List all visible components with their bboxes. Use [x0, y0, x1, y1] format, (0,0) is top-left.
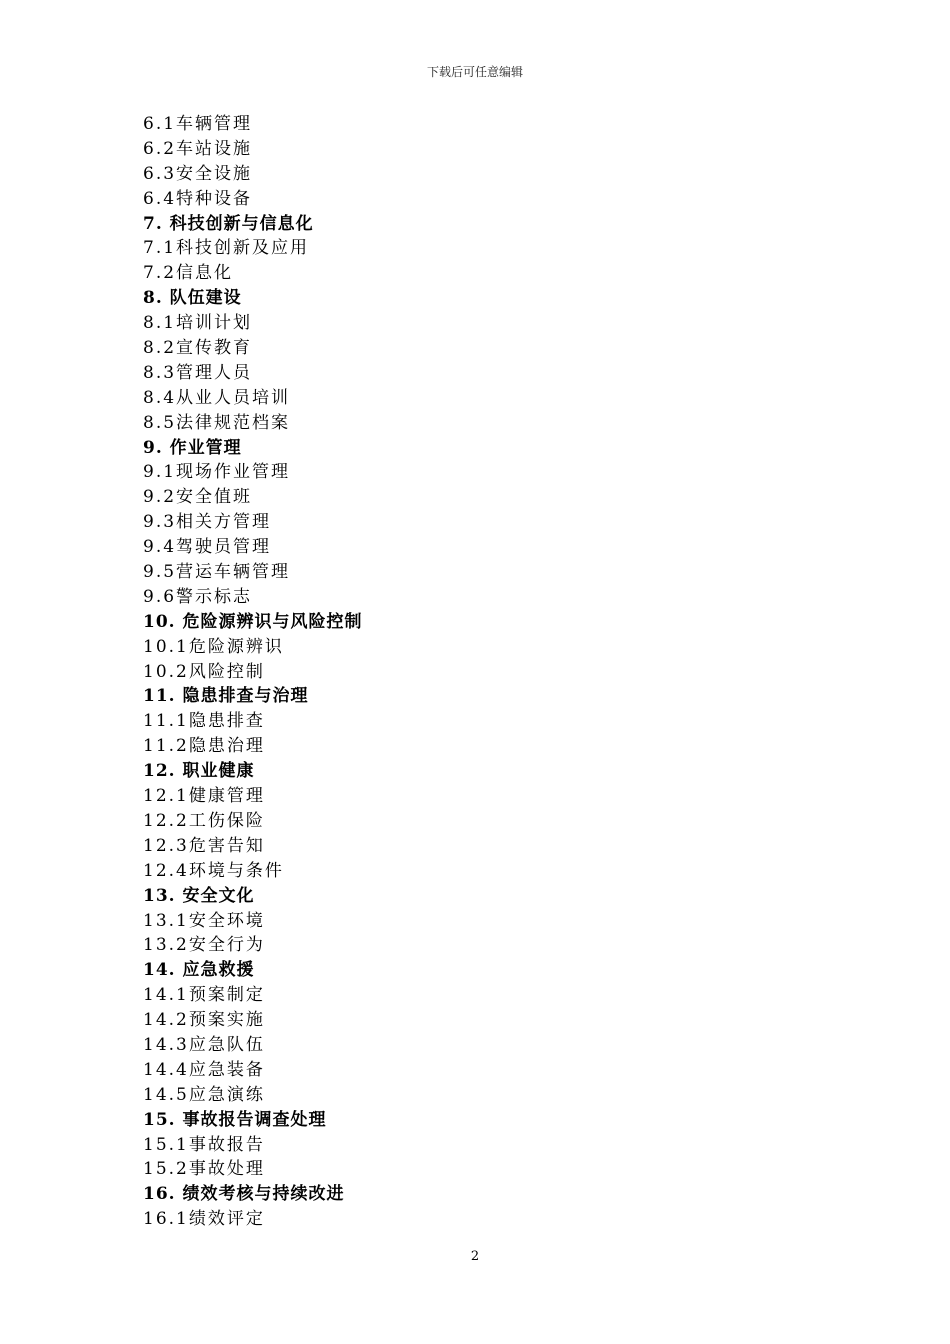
- toc-section-heading: 16. 绩效考核与持续改进: [143, 1184, 345, 1205]
- toc-subsection-item: 14.1预案制定: [143, 985, 265, 1006]
- toc-subsection-item: 9.2安全值班: [143, 487, 253, 508]
- toc-subsection-item: 15.2事故处理: [143, 1159, 265, 1180]
- toc-subsection-item: 8.4从业人员培训: [143, 387, 291, 408]
- toc-section-heading: 15. 事故报告调查处理: [143, 1109, 327, 1130]
- toc-section-heading: 7. 科技创新与信息化: [143, 213, 314, 234]
- toc-section-heading: 10. 危险源辨识与风险控制: [143, 611, 363, 632]
- toc-subsection-item: 9.1现场作业管理: [143, 462, 291, 483]
- toc-subsection-item: 14.4应急装备: [143, 1059, 265, 1080]
- toc-subsection-item: 6.1车辆管理: [143, 114, 253, 134]
- toc-subsection-item: 12.1健康管理: [143, 786, 265, 807]
- toc-subsection-item: 10.2风险控制: [143, 661, 265, 682]
- toc-section-heading: 14. 应急救援: [143, 960, 255, 981]
- toc-subsection-item: 14.3应急队伍: [143, 1034, 265, 1055]
- toc-subsection-item: 15.1事故报告: [143, 1134, 265, 1155]
- page-number: 2: [470, 1249, 480, 1264]
- toc-subsection-item: 12.2工伤保险: [143, 810, 265, 831]
- toc-subsection-item: 12.3危害告知: [143, 835, 265, 856]
- table-of-contents: [143, 112, 823, 1232]
- toc-subsection-item: 16.1绩效评定: [143, 1209, 265, 1230]
- toc-subsection-item: 8.5法律规范档案: [143, 412, 291, 433]
- toc-subsection-item: 14.2预案实施: [143, 1010, 265, 1031]
- toc-subsection-item: 8.1培训计划: [143, 313, 253, 334]
- toc-subsection-item: 9.3相关方管理: [143, 512, 272, 533]
- toc-subsection-item: 10.1危险源辨识: [143, 636, 284, 657]
- toc-subsection-item: 13.1安全环境: [143, 910, 265, 931]
- toc-section-heading: 9. 作业管理: [143, 437, 242, 458]
- toc-section-heading: 13. 安全文化: [143, 885, 255, 906]
- toc-subsection-item: 7.2信息化: [143, 263, 234, 284]
- toc-subsection-item: 6.2车站设施: [143, 138, 253, 159]
- toc-subsection-item: 8.2宣传教育: [143, 338, 253, 359]
- toc-subsection-item: 11.2隐患治理: [143, 736, 265, 757]
- toc-subsection-item: 9.5营运车辆管理: [143, 562, 291, 583]
- toc-section-heading: 11. 隐患排查与治理: [143, 686, 309, 707]
- toc-subsection-item: 13.2安全行为: [143, 935, 265, 956]
- toc-section-heading: 12. 职业健康: [143, 761, 255, 782]
- toc-subsection-item: 7.1科技创新及应用: [143, 238, 310, 259]
- toc-subsection-item: 6.3安全设施: [143, 163, 253, 184]
- toc-subsection-item: 6.4特种设备: [143, 188, 253, 209]
- page-header: 下载后可任意编辑: [426, 65, 523, 79]
- toc-subsection-item: 9.4驾驶员管理: [143, 537, 272, 558]
- toc-subsection-item: 8.3管理人员: [143, 362, 253, 383]
- toc-subsection-item: 11.1隐患排查: [143, 711, 265, 732]
- toc-subsection-item: 12.4环境与条件: [143, 860, 284, 881]
- toc-subsection-item: 9.6警示标志: [143, 586, 253, 607]
- toc-section-heading: 8. 队伍建设: [143, 288, 242, 309]
- toc-subsection-item: 14.5应急演练: [143, 1084, 265, 1105]
